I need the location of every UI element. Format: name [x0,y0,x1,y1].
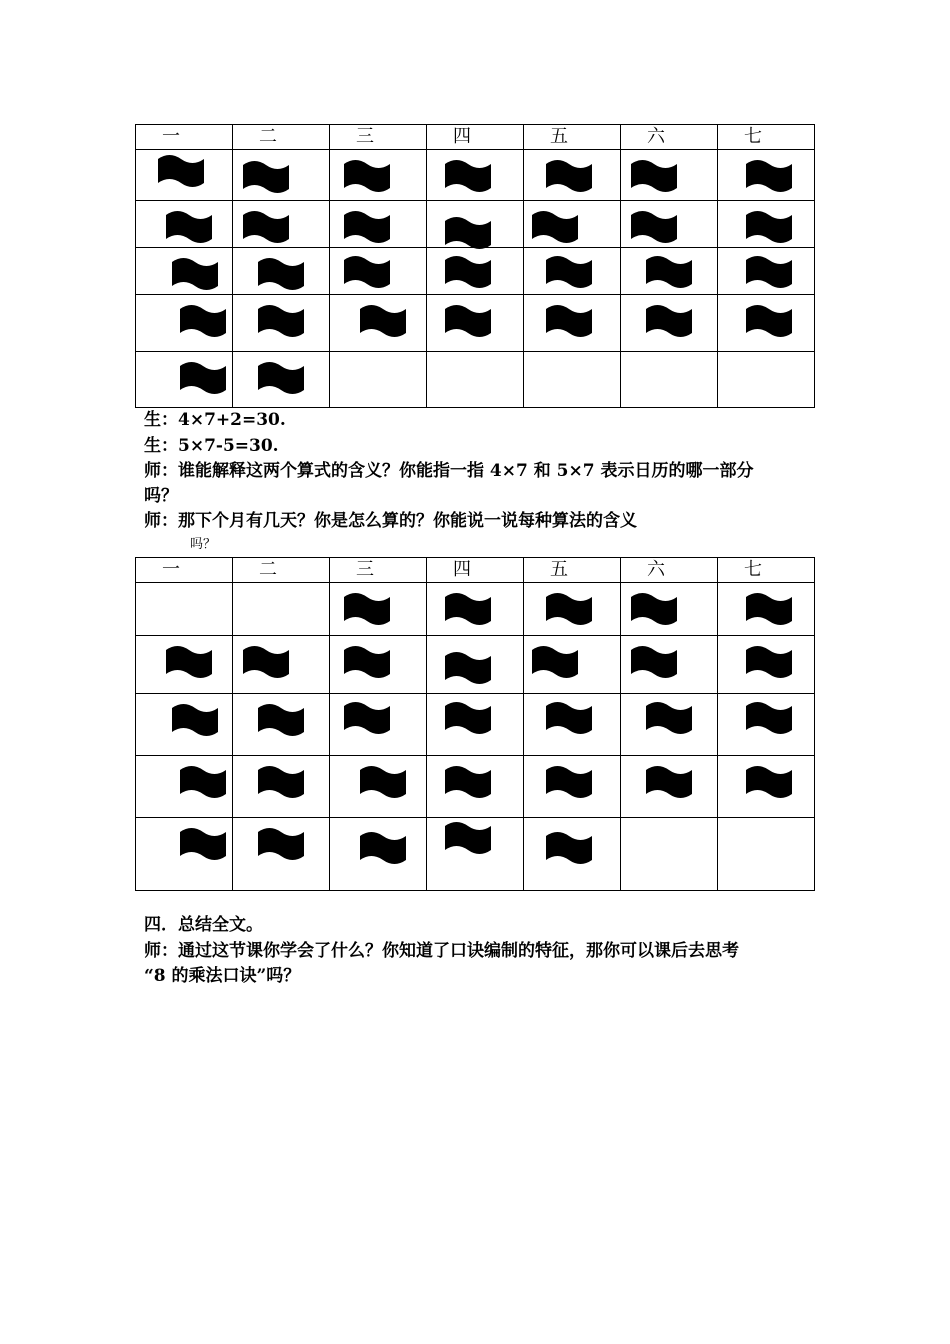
teacher-question-1-line2: 吗？ [144,486,178,506]
flag-icon [344,209,390,243]
day-cell [621,248,718,295]
day-cell [427,201,524,248]
flag-icon [631,591,677,625]
day-cell [233,201,330,248]
flag-icon [445,591,491,625]
day-cell [718,818,815,891]
day-cell [718,583,815,636]
day-cell [524,201,621,248]
flag-icon [344,700,390,734]
flag-icon [258,256,304,290]
flag-icon [166,209,212,243]
calendar-header-row [136,558,815,583]
flag-icon [546,303,592,337]
weekday-header: 五 [524,558,621,583]
day-cell [427,295,524,352]
day-cell [233,636,330,694]
day-cell [427,352,524,408]
day-cell [621,352,718,408]
day-cell [330,201,427,248]
day-cell [718,201,815,248]
teacher-question-3-line1: 师：通过这节课你学会了什么？你知道了口诀编制的特征，那你可以课后去思考 [144,941,739,961]
flag-icon [746,158,792,192]
day-cell [718,636,815,694]
flag-icon [532,209,578,243]
day-cell [524,694,621,756]
flag-icon [646,254,692,288]
weekday-header: 三 [330,558,427,583]
day-cell [427,150,524,201]
calendar-week-row [136,352,815,408]
flag-icon [546,700,592,734]
flag-icon [445,158,491,192]
day-cell [524,150,621,201]
flag-icon [258,702,304,736]
student-answer-1: 生：4×7+2=30. [144,410,286,430]
flag-icon [546,158,592,192]
flag-icon [746,644,792,678]
day-cell [621,583,718,636]
flag-icon [172,702,218,736]
calendar-table-2 [135,557,815,891]
flag-icon [344,644,390,678]
flag-icon [546,830,592,864]
flag-icon [180,826,226,860]
flag-icon [243,209,289,243]
flag-icon [243,644,289,678]
flag-icon [746,303,792,337]
flag-icon [258,764,304,798]
day-cell [330,694,427,756]
day-cell [233,583,330,636]
calendar-week-row [136,248,815,295]
flag-icon [243,159,289,193]
day-cell [136,201,233,248]
section-heading: 四．总结全文。 [144,915,263,935]
day-cell [330,636,427,694]
flag-icon [546,591,592,625]
weekday-header: 七 [718,125,815,150]
day-cell [136,248,233,295]
day-cell [718,352,815,408]
day-cell [136,352,233,408]
flag-icon [746,254,792,288]
flag-icon [158,153,204,187]
flag-icon [180,303,226,337]
day-cell [330,248,427,295]
teacher-question-1-line1: 师：谁能解释这两个算式的含义？你能指一指 4×7 和 5×7 表示日历的哪一部分 [144,461,754,481]
day-cell [330,150,427,201]
day-cell [427,583,524,636]
day-cell [524,295,621,352]
weekday-header: 五 [524,125,621,150]
flag-icon [746,209,792,243]
day-cell [718,150,815,201]
day-cell [524,636,621,694]
flag-icon [258,360,304,394]
weekday-header: 七 [718,558,815,583]
day-cell [621,694,718,756]
day-cell [233,295,330,352]
day-cell [330,352,427,408]
weekday-header: 三 [330,125,427,150]
calendar-week-row [136,150,815,201]
flag-icon [344,158,390,192]
day-cell [621,756,718,818]
day-cell [718,694,815,756]
day-cell [718,295,815,352]
flag-icon [532,644,578,678]
flag-icon [258,826,304,860]
day-cell [427,694,524,756]
day-cell [233,694,330,756]
day-cell [718,756,815,818]
day-cell [524,756,621,818]
flag-icon [631,644,677,678]
day-cell [136,694,233,756]
day-cell [524,583,621,636]
flag-icon [258,303,304,337]
flag-icon [166,644,212,678]
calendar-week-row [136,201,815,248]
calendar-week-row [136,694,815,756]
day-cell [136,295,233,352]
calendar-header-row [136,125,815,150]
flag-icon [445,215,491,249]
day-cell [427,248,524,295]
flag-icon [360,764,406,798]
day-cell [136,636,233,694]
flag-icon [546,764,592,798]
day-cell [621,201,718,248]
day-cell [330,295,427,352]
day-cell [330,818,427,891]
flag-icon [360,830,406,864]
weekday-header: 一 [136,125,233,150]
flag-icon [445,650,491,684]
flag-icon [180,764,226,798]
day-cell [233,248,330,295]
day-cell [427,818,524,891]
day-cell [330,583,427,636]
flag-icon [360,303,406,337]
weekday-header: 六 [621,558,718,583]
flag-icon [445,700,491,734]
calendar-week-row [136,756,815,818]
weekday-header: 四 [427,558,524,583]
flag-icon [344,254,390,288]
day-cell [233,818,330,891]
weekday-header: 二 [233,558,330,583]
weekday-header: 二 [233,125,330,150]
flag-icon [746,700,792,734]
flag-icon [445,820,491,854]
flag-icon [445,764,491,798]
day-cell [621,818,718,891]
day-cell [621,636,718,694]
day-cell [136,150,233,201]
day-cell [136,756,233,818]
flag-icon [180,360,226,394]
flag-icon [344,591,390,625]
flag-icon [445,303,491,337]
flag-icon [445,254,491,288]
flag-icon [172,256,218,290]
day-cell [524,818,621,891]
day-cell [233,150,330,201]
flag-icon [646,303,692,337]
day-cell [524,248,621,295]
flag-icon [746,591,792,625]
flag-icon [646,764,692,798]
weekday-header: 六 [621,125,718,150]
day-cell [136,583,233,636]
flag-icon [631,158,677,192]
calendar-week-row [136,636,815,694]
flag-icon [646,700,692,734]
flag-icon [631,209,677,243]
flag-icon [546,254,592,288]
day-cell [233,352,330,408]
day-cell [427,756,524,818]
day-cell [330,756,427,818]
teacher-question-2-line1: 师：那下个月有几天？你是怎么算的？你能说一说每种算法的含义 [144,511,637,531]
flag-icon [746,764,792,798]
day-cell [233,756,330,818]
day-cell [621,295,718,352]
weekday-header: 四 [427,125,524,150]
student-answer-2: 生：5×7-5=30. [144,436,279,456]
calendar-week-row [136,818,815,891]
day-cell [524,352,621,408]
weekday-header: 一 [136,558,233,583]
calendar-week-row [136,295,815,352]
day-cell [136,818,233,891]
teacher-question-2-line2: 吗？ [190,537,217,552]
calendar-table-1 [135,124,815,408]
day-cell [718,248,815,295]
calendar-week-row [136,583,815,636]
teacher-question-3-line2: “8 的乘法口诀”吗？ [144,966,301,986]
day-cell [427,636,524,694]
day-cell [621,150,718,201]
